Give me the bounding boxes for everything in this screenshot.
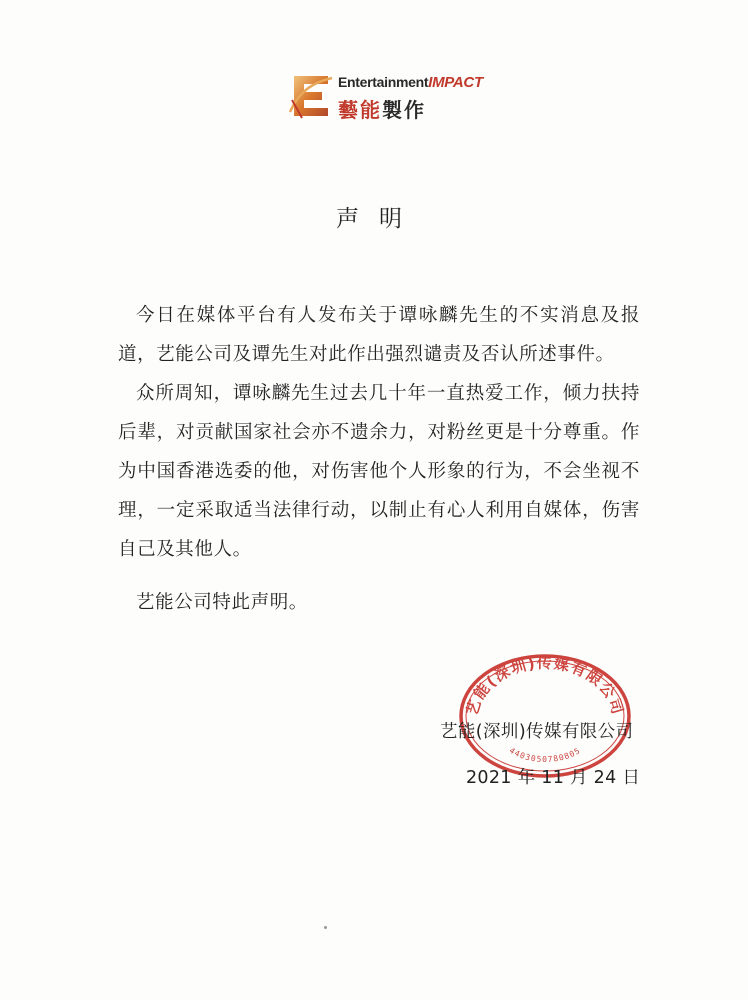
logo-emblem-icon xyxy=(288,70,334,120)
svg-text:4403050780805 xyxy=(508,746,582,764)
paragraph-2: 众所周知，谭咏麟先生过去几十年一直热爱工作，倾力扶持后辈，对贡献国家社会亦不遗余力，对粉丝更是十分尊重。作为中国香港选委的他，对伤害他个人形象的行为，不会坐视不理，一定采取适当法律行动，以制止有心人利用自媒体，伤害自己及其他人。 xyxy=(118,383,640,560)
signature-date: 2021 年 11 月 24 日 xyxy=(466,768,641,788)
logo-english-text: EntertainmentIMPACT xyxy=(338,74,483,91)
company-seal-stamp xyxy=(455,648,635,778)
statement-body xyxy=(118,296,640,569)
company-logo xyxy=(288,70,483,126)
stamp-text: 艺能(深圳)传媒有限公司 xyxy=(462,653,628,718)
signature-company: 艺能(深圳)传媒有限公司 xyxy=(440,722,634,742)
scan-speck xyxy=(324,926,327,929)
document-title: 声明 xyxy=(336,206,422,232)
closing-line: 艺能公司特此声明。 xyxy=(136,592,308,613)
paragraph-1: 今日在媒体平台有人发布关于谭咏麟先生的不实消息及报道，艺能公司及谭先生对此作出强烈谴责及否认所述事件。 xyxy=(118,305,640,365)
svg-text:艺能(深圳)传媒有限公司 xyxy=(463,654,627,717)
stamp-number: 4403050780805 xyxy=(507,745,583,765)
logo-chinese-text: 藝能製作 xyxy=(338,98,426,122)
